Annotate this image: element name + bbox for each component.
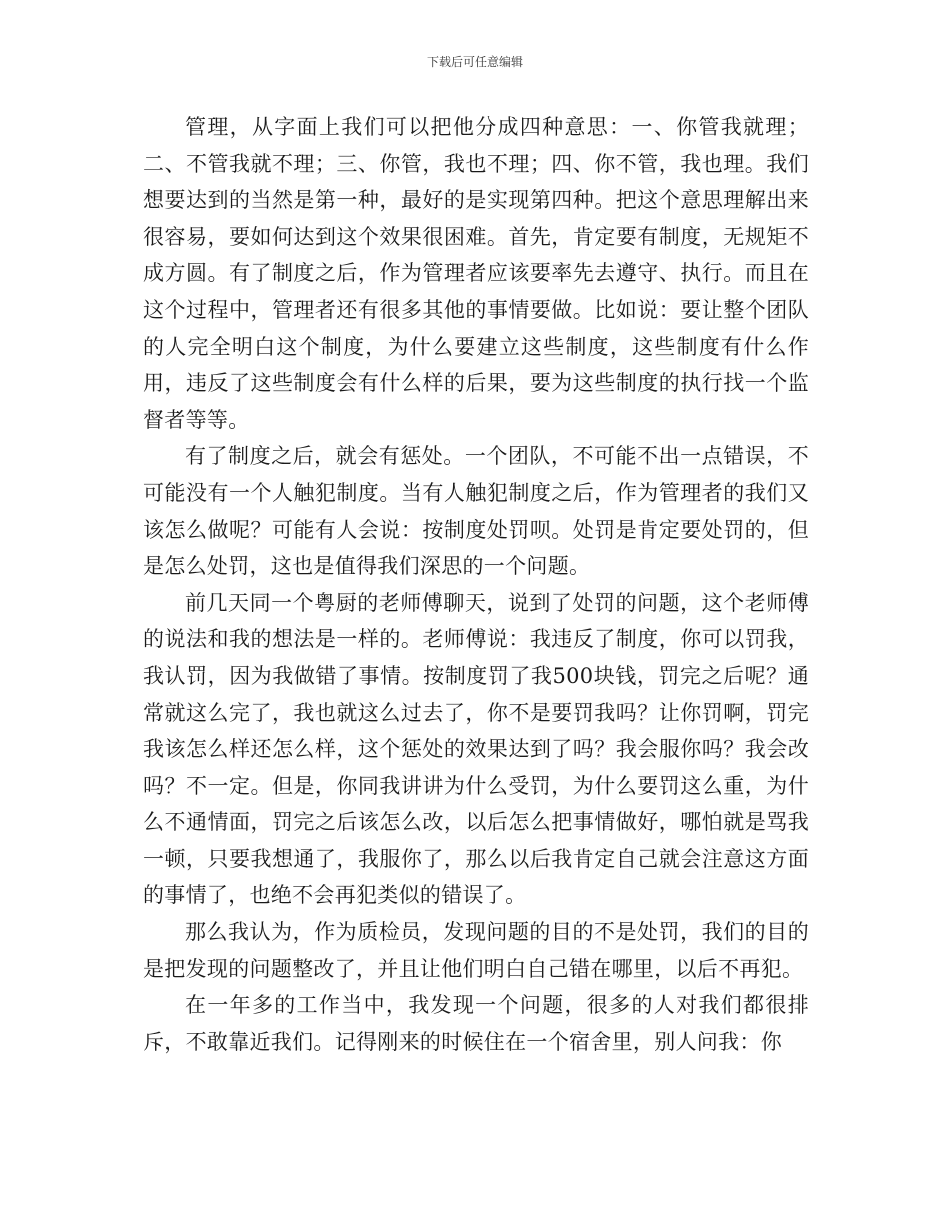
page-header-note: 下载后可任意编辑	[426, 55, 523, 69]
paragraph-punishment: 有了制度之后，就会有惩处。一个团队，不可能不出一点错误，不可能没有一个人触犯制度。当有人触犯制度之后，作为管理者的我们又该怎么做呢？可能有人会说：按制度处罚呗。处罚是肯定要处罚的，但是怎么处罚，这也是值得我们深思的一个问题。	[143, 444, 809, 579]
paragraph-management-meaning: 管理，从字面上我们可以把他分成四种意思：一、你管我就理；二、不管我就不理；三、你管，我也不理；四、你不管，我也理。我们想要达到的当然是第一种，最好的是实现第四种。把这个意思理解出来很容易，要如何达到这个效果很困难。首先，肯定要有制度，无规矩不成方圆。有了制度之后，作为管理者应该要率先去遵守、执行。而且在这个过程中，管理者还有很多其他的事情要做。比如说：要让整个团队的人完全明白这个制度，为什么要建立这些制度，这些制度有什么作用，违反了这些制度会有什么样的后果，要为这些制度的执行找一个监督者等等。	[143, 115, 809, 432]
paragraph-inspector-goal: 那么我认为，作为质检员，发现问题的目的不是处罚，我们的目的是把发现的问题整改了，并且让他们明白自己错在哪里，以后不再犯。	[143, 920, 809, 981]
paragraph-work-experience: 在一年多的工作当中，我发现一个问题，很多的人对我们都很排斥，不敢靠近我们。记得刚来的时候住在一个宿舍里，别人问我：你	[143, 993, 809, 1054]
document-body	[143, 109, 809, 1060]
paragraph-chef-conversation: 前几天同一个粤厨的老师傅聊天，说到了处罚的问题，这个老师傅的说法和我的想法是一样的。老师傅说：我违反了制度，你可以罚我，我认罚，因为我做错了事情。按制度罚了我500块钱，罚完之后呢？通常就这么完了，我也就这么过去了，你不是要罚我吗？让你罚啊，罚完我该怎么样还怎么样，这个惩处的效果达到了吗？我会服你吗？我会改吗？不一定。但是，你同我讲讲为什么受罚，为什么要罚这么重，为什么不通情面，罚完之后该怎么改，以后怎么把事情做好，哪怕就是骂我一顿，只要我想通了，我服你了，那么以后我肯定自己就会注意这方面的事情了，也绝不会再犯类似的错误了。	[143, 590, 809, 908]
